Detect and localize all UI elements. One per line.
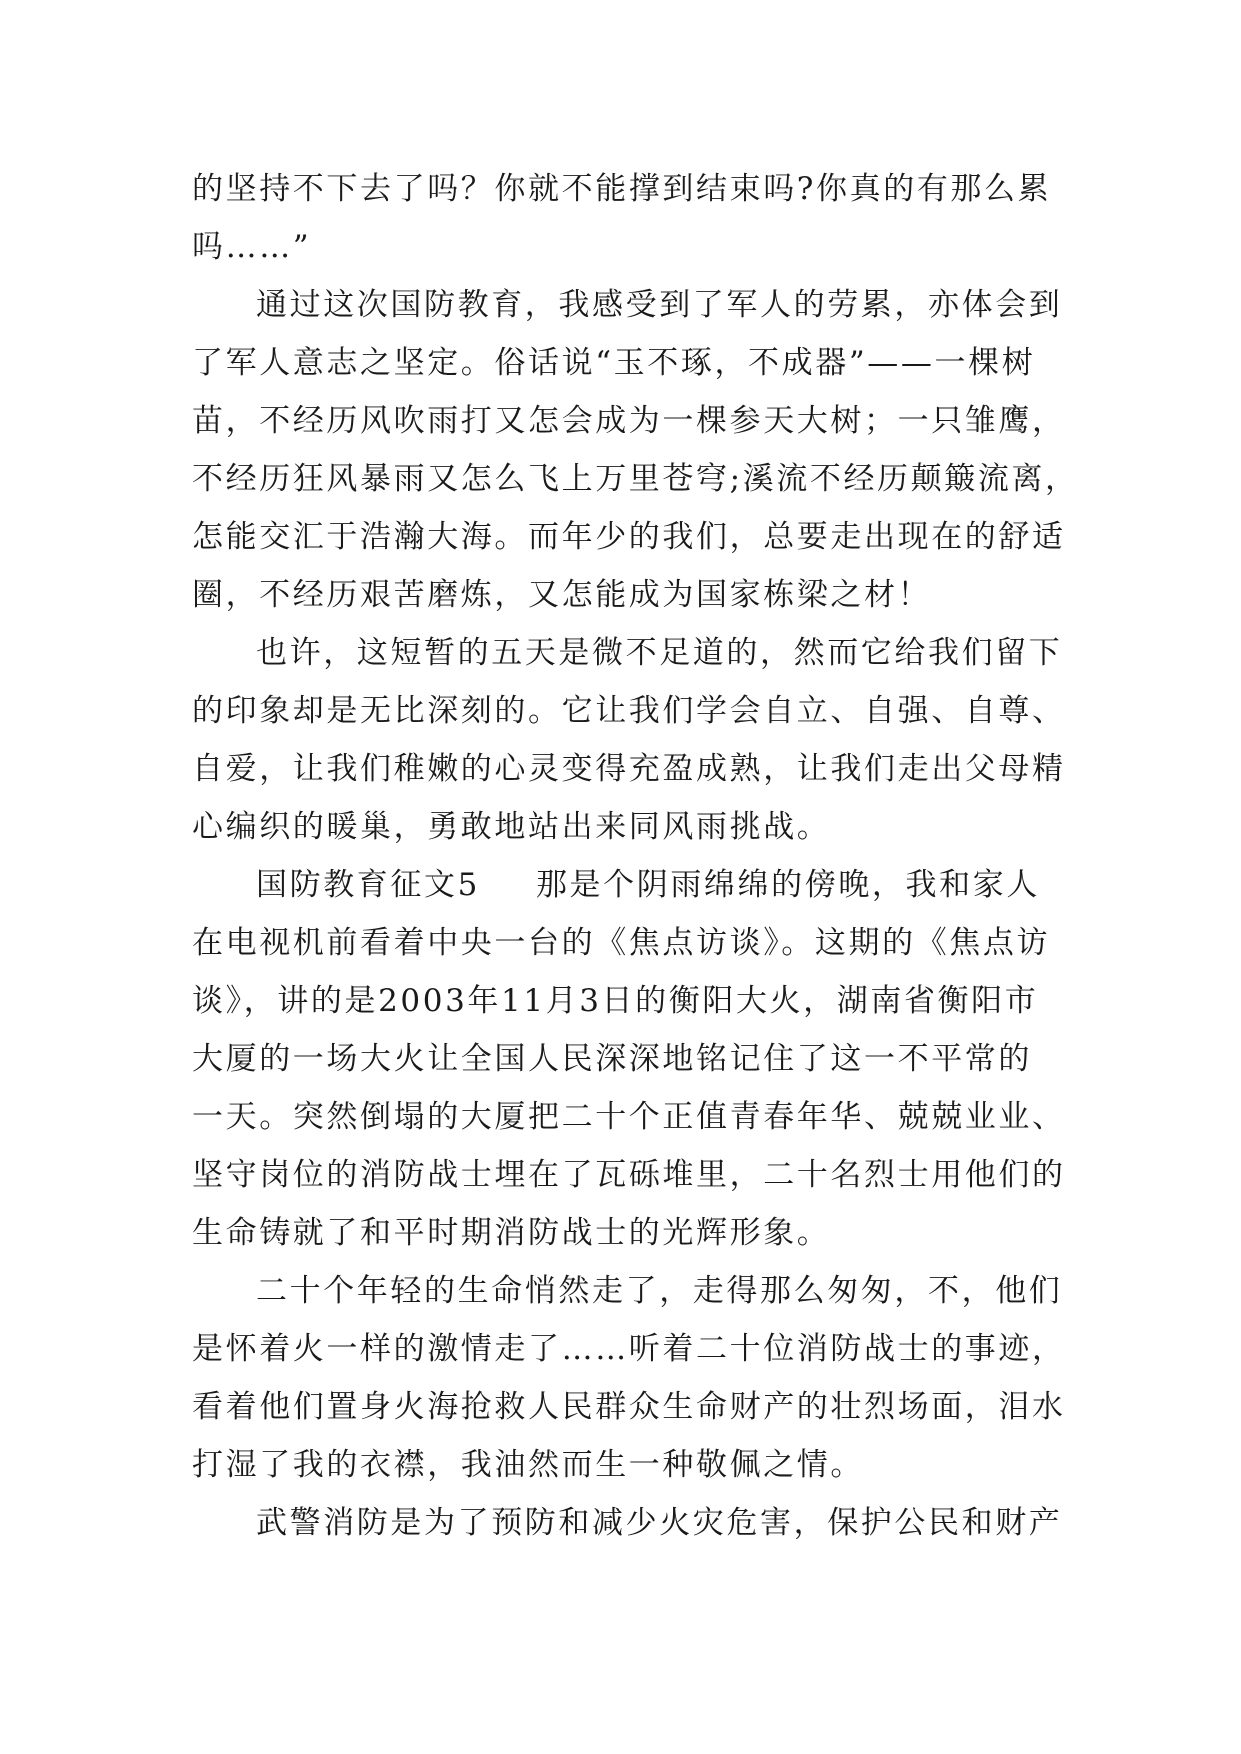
text-line: 一天。突然倒塌的大厦把二十个正值青春年华、兢兢业业、	[192, 1099, 1066, 1135]
text-line: 在电视机前看着中央一台的《焦点访谈》。这期的《焦点访	[192, 925, 1051, 961]
text-line: 自爱，让我们稚嫩的心灵变得充盈成熟，让我们走出父母精	[192, 751, 1066, 787]
text-line: 了军人意志之坚定。俗话说“玉不琢，不成器”——一棵树	[192, 345, 1036, 381]
section-heading: 国防教育征文5	[256, 867, 480, 903]
text-line: 武警消防是为了预防和减少火灾危害，保护公民和财产	[256, 1505, 1063, 1541]
text-line: 通过这次国防教育，我感受到了军人的劳累，亦体会到	[256, 287, 1063, 323]
text-line: 二十个年轻的生命悄然走了，走得那么匆匆，不，他们	[256, 1273, 1063, 1309]
paragraph-3	[192, 624, 1066, 856]
text-line: 也许，这短暂的五天是微不足道的，然而它给我们留下	[256, 635, 1063, 671]
text-line: 圈，不经历艰苦磨炼，又怎能成为国家栋梁之材！	[192, 577, 932, 613]
text-line: 心编织的暖巢，勇敢地站出来同风雨挑战。	[192, 809, 831, 845]
text-line: 打湿了我的衣襟，我油然而生一种敬佩之情。	[192, 1447, 864, 1483]
text-line: 看着他们置身火海抢救人民群众生命财产的壮烈场面，泪水	[192, 1389, 1066, 1425]
text-line: 怎能交汇于浩瀚大海。而年少的我们，总要走出现在的舒适	[192, 519, 1066, 555]
text-line: 大厦的一场大火让全国人民深深地铭记住了这一不平常的	[192, 1041, 1032, 1077]
paragraph-4	[192, 856, 1066, 1262]
paragraph-5	[192, 1262, 1066, 1494]
paragraph-1	[192, 160, 1052, 276]
text-line	[192, 856, 1052, 914]
text-line: 苗，不经历风吹雨打又怎会成为一棵参天大树；一只雏鹰，	[192, 403, 1066, 439]
text-line: 的印象却是无比深刻的。它让我们学会自立、自强、自尊、	[192, 693, 1066, 729]
text-line: 是怀着火一样的激情走了……听着二十位消防战士的事迹，	[192, 1331, 1066, 1367]
paragraph-6	[192, 1494, 1063, 1552]
text-line-continuation: 那是个阴雨绵绵的傍晚，我和家人	[535, 867, 1040, 903]
text-line: 的坚持不下去了吗？你就不能撑到结束吗?你真的有那么累	[192, 171, 1052, 207]
document-body	[192, 160, 1079, 1552]
text-line: 生命铸就了和平时期消防战士的光辉形象。	[192, 1215, 831, 1251]
paragraph-2	[192, 276, 1079, 624]
text-line: 谈》，讲的是2003年11月3日的衡阳大火，湖南省衡阳市	[192, 983, 1039, 1019]
text-line: 坚守岗位的消防战士埋在了瓦砾堆里，二十名烈士用他们的	[192, 1157, 1066, 1193]
text-line: 不经历狂风暴雨又怎么飞上万里苍穹;溪流不经历颠簸流离，	[192, 461, 1079, 497]
text-line: 吗……”	[192, 229, 312, 265]
